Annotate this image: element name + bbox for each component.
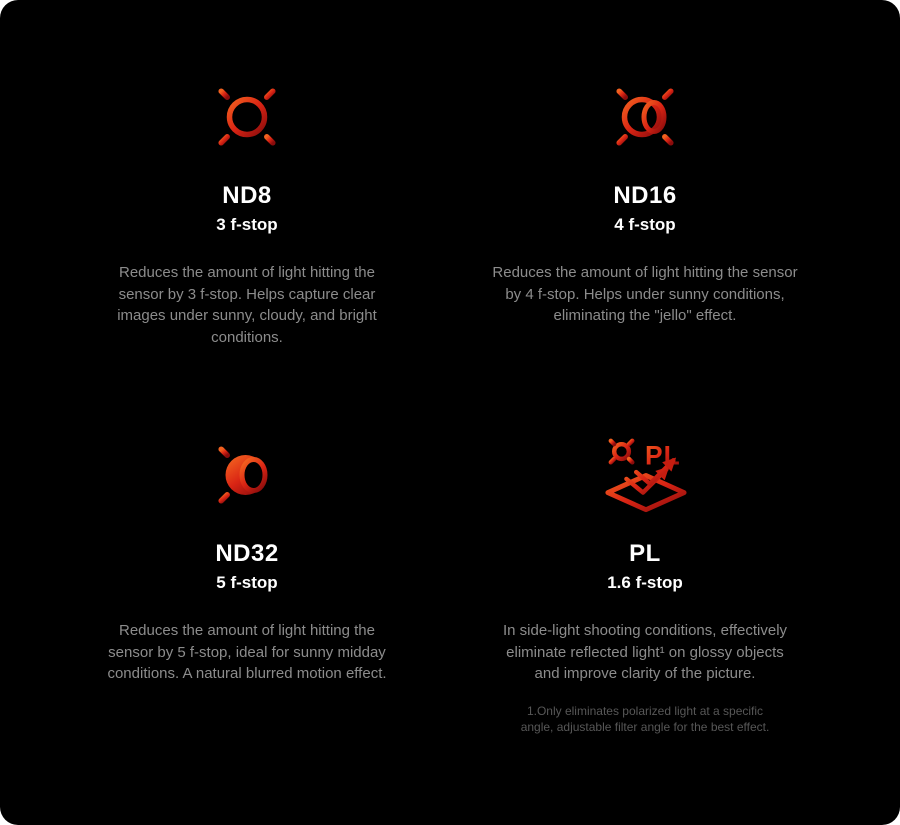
filter-card-nd16 <box>446 76 844 327</box>
sun-eclipse-icon <box>207 435 287 515</box>
filter-title: ND8 <box>222 182 272 209</box>
sun-polarizer-icon <box>602 434 688 516</box>
filter-title: PL <box>629 540 661 568</box>
filter-fstop: 5 f-stop <box>216 573 278 593</box>
sun-icon <box>207 77 287 157</box>
filter-title: ND32 <box>215 540 279 568</box>
sun-partial-eclipse-icon <box>605 77 685 157</box>
filter-description: Reduces the amount of light hitting the sensor by 3 f-stop. Helps capture clear images under sunny, cloudy, and bright conditions. <box>117 264 377 346</box>
sun-eclipse-icon <box>207 434 287 516</box>
filter-card-nd8 <box>48 76 446 348</box>
sun-icon <box>207 76 287 158</box>
small-sun-glyph <box>606 436 636 466</box>
polarizer-icon-label: PL <box>645 440 681 471</box>
filter-fstop: 4 f-stop <box>614 215 676 235</box>
filter-description: In side-light shooting conditions, effectively eliminate reflected light¹ on glossy objects and improve clarity of the picture. <box>502 622 788 683</box>
filter-fstop: 3 f-stop <box>216 215 278 235</box>
filter-fstop: 1.6 f-stop <box>607 573 683 593</box>
sun-partial-eclipse-icon <box>605 76 685 158</box>
filter-description: Reduces the amount of light hitting the sensor by 4 f-stop. Helps under sunny conditions, eliminating the "jello" effect. <box>492 264 798 325</box>
filter-title: ND16 <box>613 182 677 209</box>
filter-card-pl <box>446 434 844 735</box>
filter-description: Reduces the amount of light hitting the sensor by 5 f-stop, ideal for sunny midday conditions. A natural blurred motion effect. <box>107 622 387 683</box>
filter-footnote: 1.Only eliminates polarized light at a specific angle, adjustable filter angle for the best effect. <box>520 703 770 734</box>
filter-grid <box>0 76 900 735</box>
filter-card-nd32 <box>48 434 446 685</box>
sun-polarizer-icon <box>602 432 688 518</box>
